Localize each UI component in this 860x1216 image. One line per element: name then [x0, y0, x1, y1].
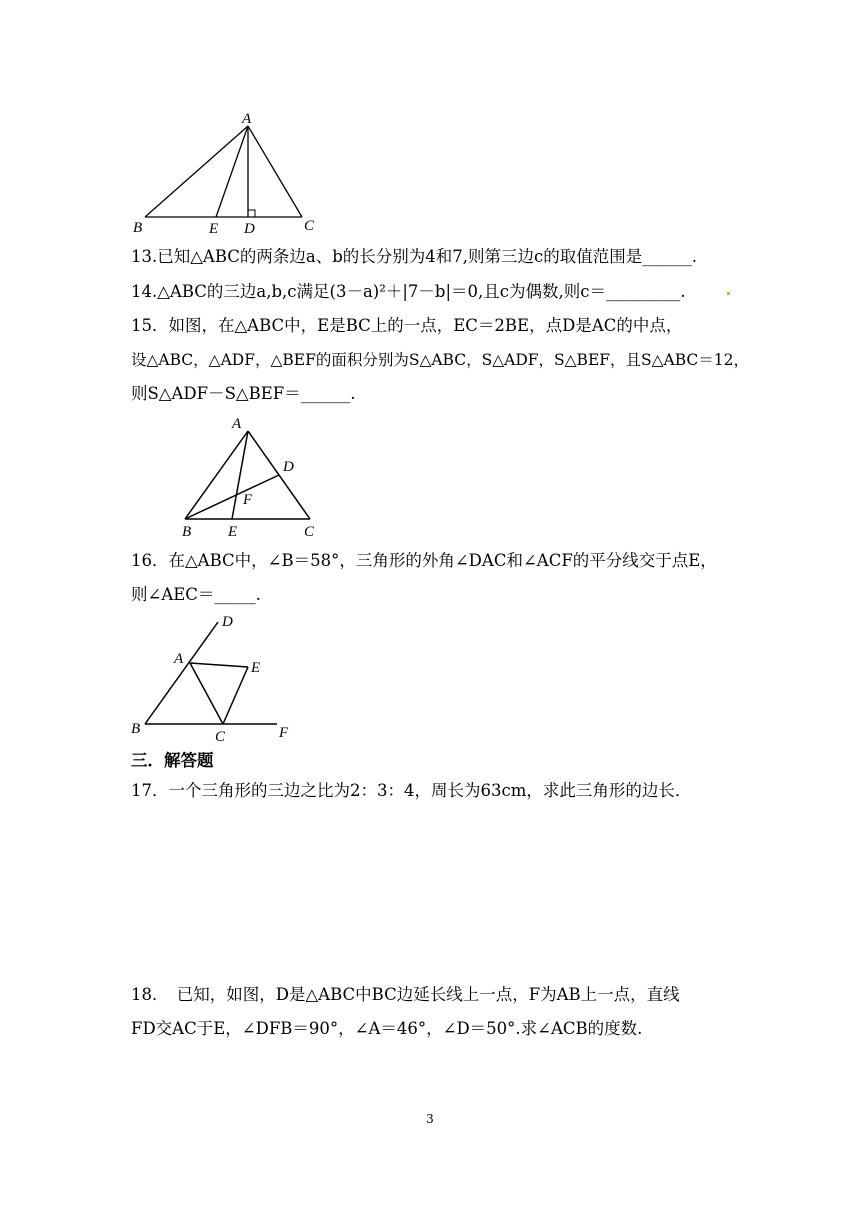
fig1-label-a: A	[242, 111, 252, 127]
question-16-line2: 则∠AEC＝_____.	[131, 585, 261, 604]
question-15-line3: 则S△ADF－S△BEF＝______.	[131, 384, 356, 403]
fig2-label-c: C	[304, 524, 315, 540]
fig3-label-a: A	[174, 651, 184, 667]
question-13: 13.已知△ABC的两条边a、b的长分别为4和7,则第三边c的取值范围是______.	[131, 247, 698, 266]
fig2-label-f: F	[243, 492, 253, 508]
fig2-label-b: B	[182, 524, 192, 540]
fig3-label-f: F	[279, 725, 289, 741]
question-15-line1: 15．如图，在△ABC中，E是BC上的一点，EC＝2BE，点D是AC的中点，	[131, 316, 683, 335]
question-18-line1: 18． 已知，如图，D是△ABC中BC边延长线上一点，F为AB上一点，直线	[131, 985, 680, 1004]
fig2-label-a: A	[232, 416, 242, 432]
fig1-label-c: C	[304, 218, 315, 234]
fig2-label-d: D	[283, 459, 294, 475]
question-14: 14.△ABC的三边a,b,c满足(3－a)²＋|7－b|＝0,且c为偶数,则c＝_________.	[131, 282, 686, 301]
question-17: 17．一个三角形的三边之比为2：3：4，周长为63cm，求此三角形的边长．	[131, 781, 692, 800]
fig1-label-e: E	[209, 221, 219, 237]
fig1-label-d: D	[244, 221, 255, 237]
section-heading-3: 三．解答题	[131, 751, 214, 770]
question-18-line2: FD交AC于E，∠DFB＝90°，∠A＝46°，∠D＝50°.求∠ACB的度数.	[131, 1019, 643, 1038]
fig1-label-b: B	[133, 220, 143, 236]
fig3-label-b: B	[131, 721, 141, 737]
fig3-label-c: C	[215, 729, 226, 745]
question-15-line2: 设△ABC，△ADF，△BEF的面积分别为S△ABC，S△ADF，S△BEF，且S△ABC＝12，	[131, 351, 750, 369]
fig3-label-d: D	[222, 614, 233, 630]
page-number: 3	[426, 1112, 434, 1126]
fig3-label-e: E	[251, 660, 261, 676]
question-16-line1: 16．在△ABC中，∠B＝58°，三角形的外角∠DAC和∠ACF的平分线交于点E，	[131, 551, 717, 570]
fig2-label-e: E	[228, 524, 238, 540]
